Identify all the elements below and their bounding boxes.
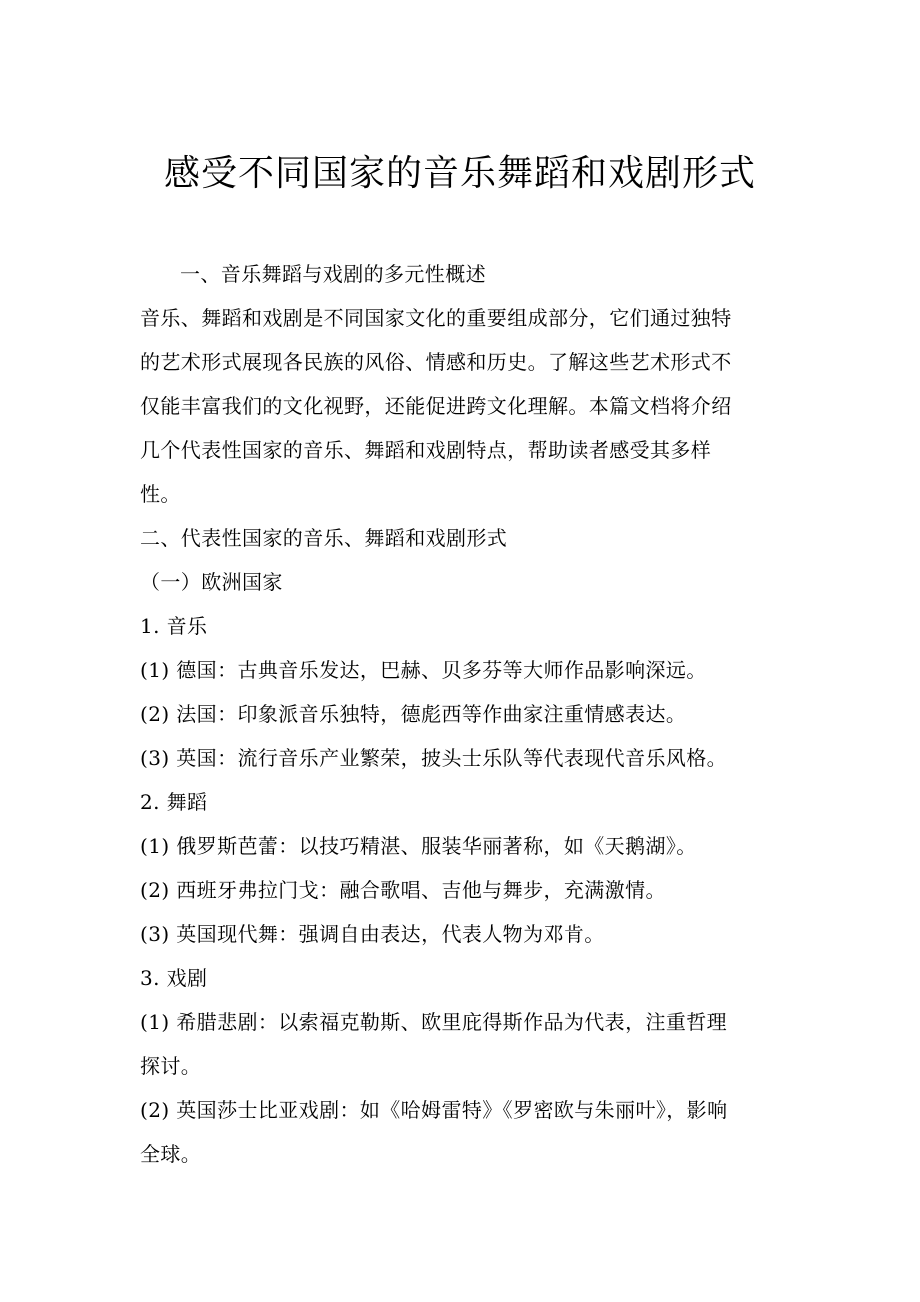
list-item: (3) 英国现代舞：强调自由表达，代表人物为邓肯。 [140, 922, 605, 946]
list-item: (2) 英国莎士比亚戏剧：如《哈姆雷特》《罗密欧与朱丽叶》，影响 [140, 1098, 728, 1122]
list-heading-dance: 2. 舞蹈 [140, 790, 208, 814]
section-heading-1: 一、音乐舞蹈与戏剧的多元性概述 [180, 262, 486, 286]
paragraph-line: 几个代表性国家的音乐、舞蹈和戏剧特点，帮助读者感受其多样 [140, 438, 712, 462]
list-item: (1) 德国：古典音乐发达，巴赫、贝多芬等大师作品影响深远。 [140, 658, 707, 682]
list-item-continuation: 全球。 [140, 1142, 202, 1166]
document-title: 感受不同国家的音乐舞蹈和戏剧形式 [163, 153, 756, 194]
paragraph-line: 性。 [140, 482, 181, 506]
list-item: (2) 法国：印象派音乐独特，德彪西等作曲家注重情感表达。 [140, 702, 687, 726]
list-item-continuation: 探讨。 [140, 1054, 202, 1078]
paragraph-line: 音乐、舞蹈和戏剧是不同国家文化的重要组成部分，它们通过独特 [140, 306, 732, 330]
list-heading-music: 1. 音乐 [140, 614, 208, 638]
paragraph-line: 仅能丰富我们的文化视野，还能促进跨文化理解。本篇文档将介绍 [140, 394, 732, 418]
subsection-heading-europe: （一）欧洲国家 [140, 570, 283, 594]
list-item: (3) 英国：流行音乐产业繁荣，披头士乐队等代表现代音乐风格。 [140, 746, 728, 770]
paragraph-line: 的艺术形式展现各民族的风俗、情感和历史。了解这些艺术形式不 [140, 350, 732, 374]
document-body [140, 252, 772, 1176]
section-heading-2: 二、代表性国家的音乐、舞蹈和戏剧形式 [140, 526, 508, 550]
list-item: (1) 俄罗斯芭蕾：以技巧精湛、服装华丽著称，如《天鹅湖》。 [140, 834, 697, 858]
list-item: (1) 希腊悲剧：以索福克勒斯、欧里庇得斯作品为代表，注重哲理 [140, 1010, 728, 1034]
list-item: (2) 西班牙弗拉门戈：融合歌唱、吉他与舞步，充满激情。 [140, 878, 666, 902]
list-heading-drama: 3. 戏剧 [140, 966, 208, 990]
